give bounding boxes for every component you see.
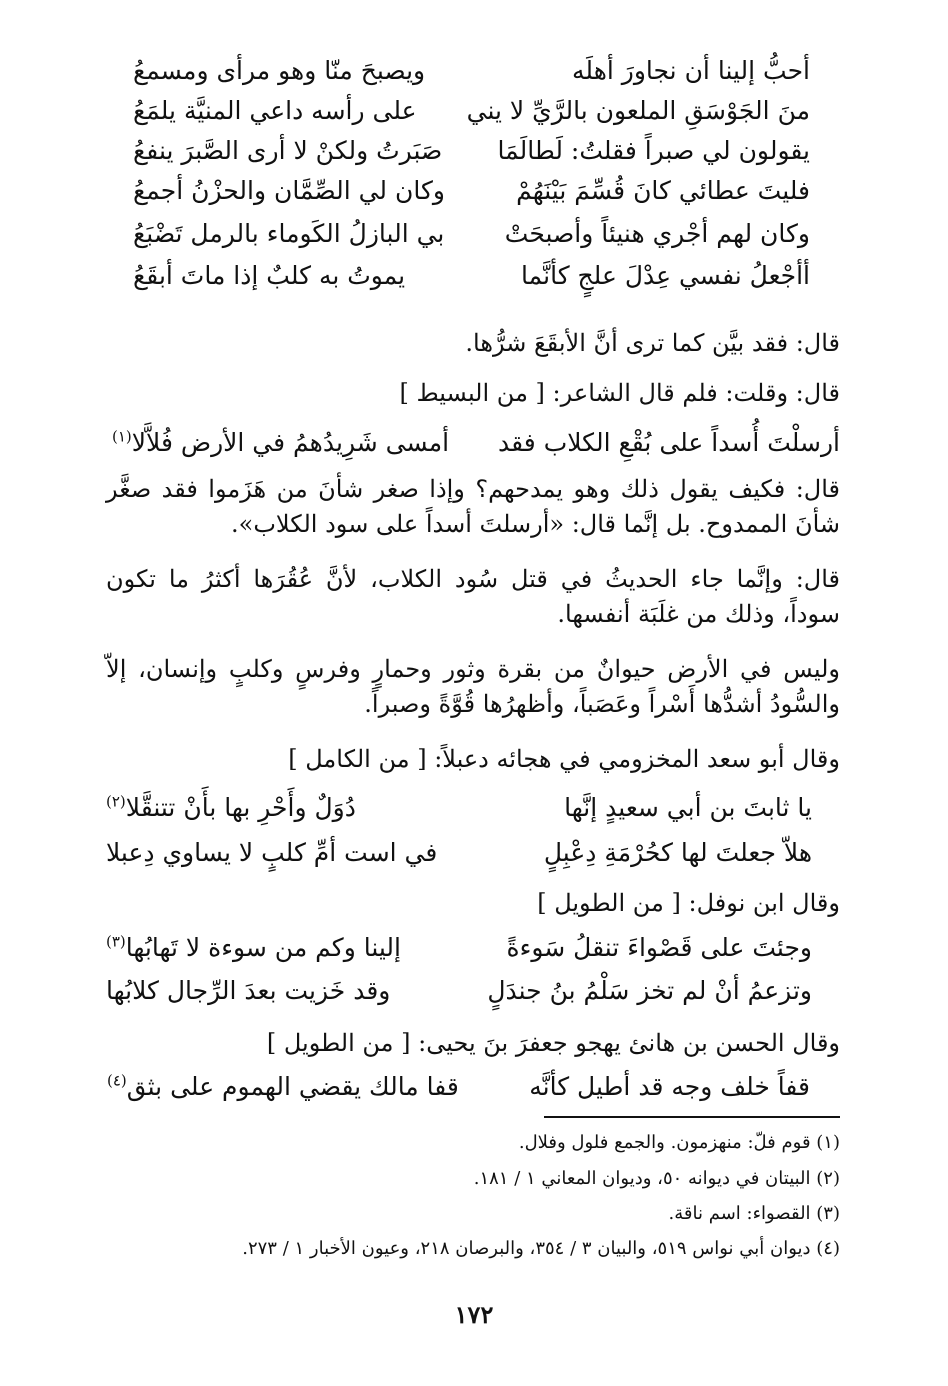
hemistich-first: هلاّ جعلتَ لها كحُرْمَةِ دِعْبِلٍ <box>543 838 812 867</box>
footnote-reference: (٤) <box>107 1071 127 1090</box>
hemistich-second: وكان لي الصِّمَّان والحزْنُ أجمعُ <box>133 176 445 205</box>
hemistich-second: وقد خَزيت بعدَ الرِّجال كلابُها <box>106 976 391 1005</box>
paragraph: قال: فقد بيَّن كما ترى أنَّ الأبقَعَ شرُّها. <box>465 329 840 357</box>
footnote: (١) قوم فلّ: منهزمون. والجمع فلول وفلال. <box>518 1132 840 1153</box>
hemistich-second <box>106 932 401 962</box>
hemistich-first: وتزعمُ أنْ لم تخز سَلْمُ بنُ جندَلٍ <box>487 976 812 1005</box>
hemistich-first: منَ الجَوْسَقِ الملعون بالرَّيِّ لا يني <box>466 96 810 125</box>
footnote-reference: (٢) <box>106 792 126 811</box>
poem-line <box>107 1071 810 1101</box>
poem-line <box>106 840 812 865</box>
hemistich-second-text: قفا مالك يقضي الهموم على بثق <box>126 1072 459 1101</box>
paragraph: قال: فكيف يقول ذلك وهو يمدحهم؟ وإذا صغر شأنَ من هَزَموا فقد صغَّر شأنَ الممدوح. بل إنَّما قال: «أرسلتَ أسداً على سود الكلاب». <box>106 475 840 538</box>
hemistich-first: وجئتَ على قَصْواءَ تنقلُ سَوءةً <box>506 933 812 962</box>
poem-line <box>133 263 810 288</box>
hemistich-first: أأجْعلُ نفسي عِدْلَ علجٍ كأنَّما <box>521 261 810 290</box>
poem-line <box>112 427 840 457</box>
paragraph: وقال الحسن بن هانئ يهجو جعفرَ بنَ يحيى: [ من الطويل ] <box>266 1029 840 1057</box>
paragraph: قال: وقلت: فلم قال الشاعر: [ من البسيط ] <box>399 379 840 407</box>
footnote: (٣) القصواء: اسم ناقة. <box>668 1203 840 1224</box>
hemistich-second-text: أمسى شَرِيدُهمُ في الأرض فُلاَّلا <box>131 428 450 457</box>
paragraph: قال: وإنَّما جاء الحديثُ في قتل سُود الكلاب، لأنَّ عُقُرَها أكثرُ ما تكون سوداً، وذلك من غلَبَة أنفسها. <box>106 565 840 628</box>
footnote-reference: (١) <box>112 427 132 446</box>
footnote: (٤) ديوان أبي نواس ٥١٩، والبيان ٣ / ٣٥٤، والبرصان ٢١٨، وعيون الأخبار ١ / ٢٧٣. <box>242 1238 840 1259</box>
poem-line <box>133 221 810 246</box>
paragraph: وقال ابن نوفل: [ من الطويل ] <box>537 889 840 917</box>
poem-line <box>106 932 812 962</box>
hemistich-first: قفاً خلف وجه قد أطيل كأنَّه <box>529 1072 810 1101</box>
poem-line <box>133 98 810 123</box>
hemistich-first: يقولون لي صبراً فقلتُ: لَطالَمَا <box>497 136 810 165</box>
hemistich-first: فليتَ عطائي كانَ قُسِّمَ بَيْنَهُمْ <box>516 176 810 205</box>
hemistich-second <box>112 427 450 457</box>
page-number: ١٧٢ <box>454 1300 494 1329</box>
hemistich-first: أرسلْتَ أُسداً على بُقْعِ الكلاب فقد <box>498 428 840 457</box>
footnote-separator <box>544 1116 840 1118</box>
poem-line <box>133 178 810 203</box>
paragraph: وليس في الأرض حيوانٌ من بقرة وثور وحمارٍ وفرسٍ وكلبٍ وإنسان، إلاّ والسُّودُ أشدُّها أَسْراً وعَصَباً، وأظهرُها قُوَّةً وصبراً. <box>106 655 840 718</box>
poem-line <box>106 792 812 822</box>
paragraph: وقال أبو سعد المخزومي في هجائه دعبلاً: [ من الكامل ] <box>288 745 840 773</box>
poem-line <box>106 978 812 1003</box>
hemistich-second <box>106 792 356 822</box>
poem-line <box>133 58 810 83</box>
footnote: (٢) البيتان في ديوانه ٥٠، وديوان المعاني ١ / ١٨١. <box>473 1168 840 1189</box>
hemistich-second: يموتُ به كلبٌ إذا ماتَ أبقَعُ <box>133 261 406 290</box>
hemistich-second <box>107 1071 459 1101</box>
hemistich-second-text: دُوَلٌ وأَحْرِ بها بأَنْ تتنقَّلا <box>125 793 356 822</box>
hemistich-second: في است أمِّ كلبٍ لا يساوي دِعبلا <box>106 838 438 867</box>
poem-line <box>133 138 810 163</box>
hemistich-second: على رأسه داعي المنيَّة يلمَعُ <box>133 96 417 125</box>
hemistich-first: أحبُّ إلينا أن نجاورَ أهلَه <box>572 56 810 85</box>
hemistich-second: بي البازلُ الكَوماء بالرمل تَضْبَعُ <box>133 219 445 248</box>
hemistich-second: صَبَرتُ ولكنْ لا أرى الصَّبرَ ينفعُ <box>133 136 443 165</box>
hemistich-second: ويصبحَ منّا وهو مرأى ومسمعُ <box>133 56 426 85</box>
hemistich-first: وكان لهم أجْري هنيئاً وأصبحَتْ <box>504 219 810 248</box>
hemistich-second-text: إلينا وكم من سوءة لا تَهابُها <box>125 933 401 962</box>
footnote-reference: (٣) <box>106 932 126 951</box>
hemistich-first: يا ثابتَ بن أبي سعيدٍ إنَّها <box>564 793 812 822</box>
